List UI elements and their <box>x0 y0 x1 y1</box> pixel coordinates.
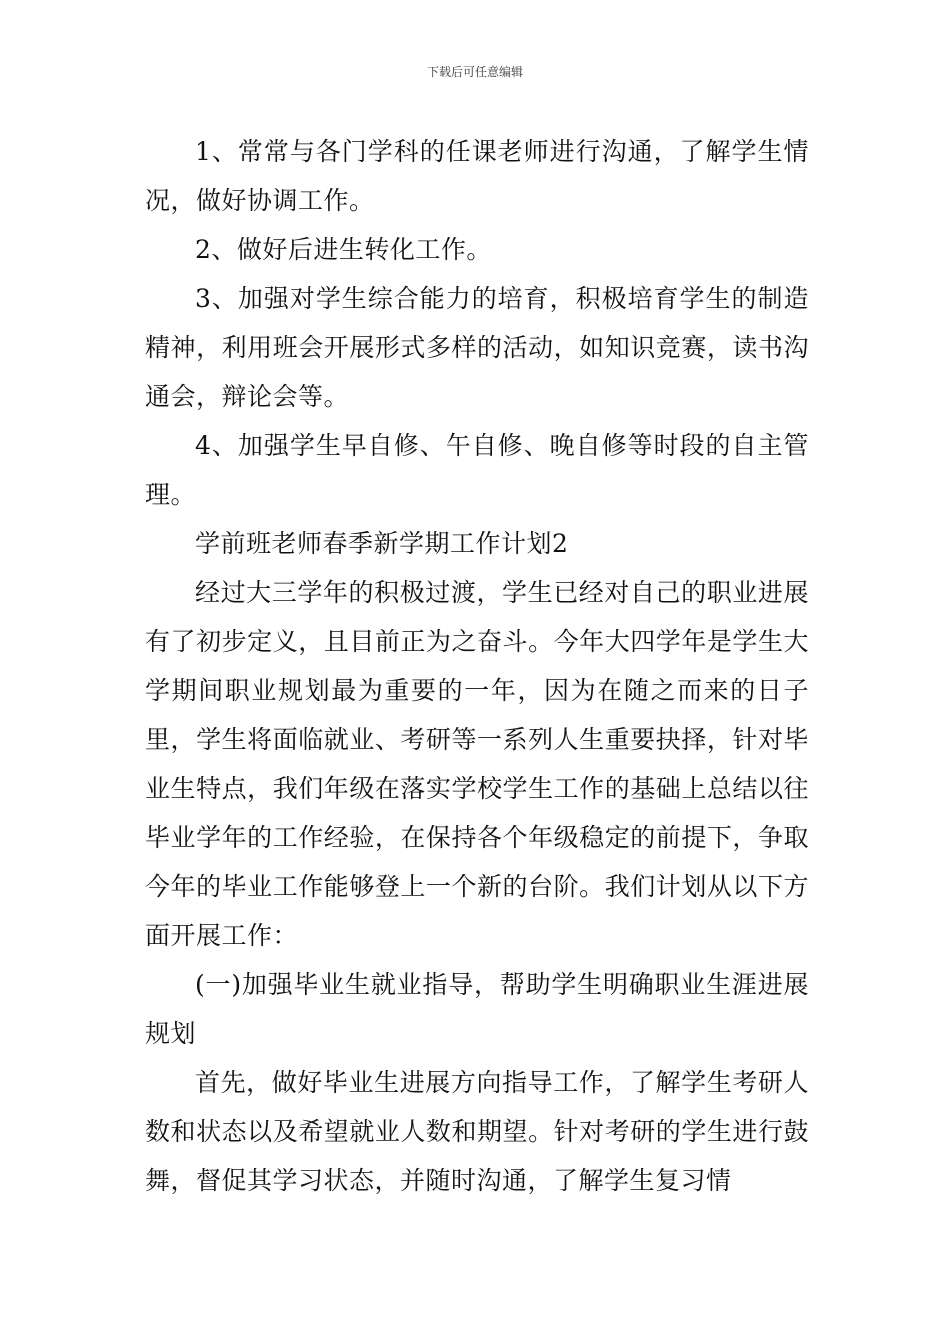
document-body <box>145 127 809 1205</box>
paragraph-intro: 经过大三学年的积极过渡，学生已经对自己的职业进展有了初步定义，且目前正为之奋斗。今年大四学年是学生大学期间职业规划最为重要的一年，因为在随之而来的日子里，学生将面临就业、考研等一系列人生重要抉择，针对毕业生特点，我们年级在落实学校学生工作的基础上总结以往毕业学年的工作经验，在保持各个年级稳定的前提下，争取今年的毕业工作能够登上一个新的台阶。我们计划从以下方面开展工作： <box>145 578 809 950</box>
paragraph-item-3: 3、加强对学生综合能力的培育，积极培育学生的制造精神，利用班会开展形式多样的活动，如知识竞赛，读书沟通会，辩论会等。 <box>145 284 809 411</box>
paragraph-item-1: 1、常常与各门学科的任课老师进行沟通，了解学生情况，做好协调工作。 <box>145 137 809 215</box>
page-header-note: 下载后可任意编辑 <box>426 65 523 79</box>
paragraph-first-point: 首先，做好毕业生进展方向指导工作，了解学生考研人数和状态以及希望就业人数和期望。针对考研的学生进行鼓舞，督促其学习状态，并随时沟通，了解学生复习情 <box>145 1068 809 1195</box>
paragraph-item-2: 2、做好后进生转化工作。 <box>195 235 492 264</box>
section-heading: 学前班老师春季新学期工作计划2 <box>195 529 569 558</box>
paragraph-item-4: 4、加强学生早自修、午自修、晚自修等时段的自主管理。 <box>145 431 809 509</box>
subsection-heading: (一)加强毕业生就业指导，帮助学生明确职业生涯进展规划 <box>145 970 809 1048</box>
